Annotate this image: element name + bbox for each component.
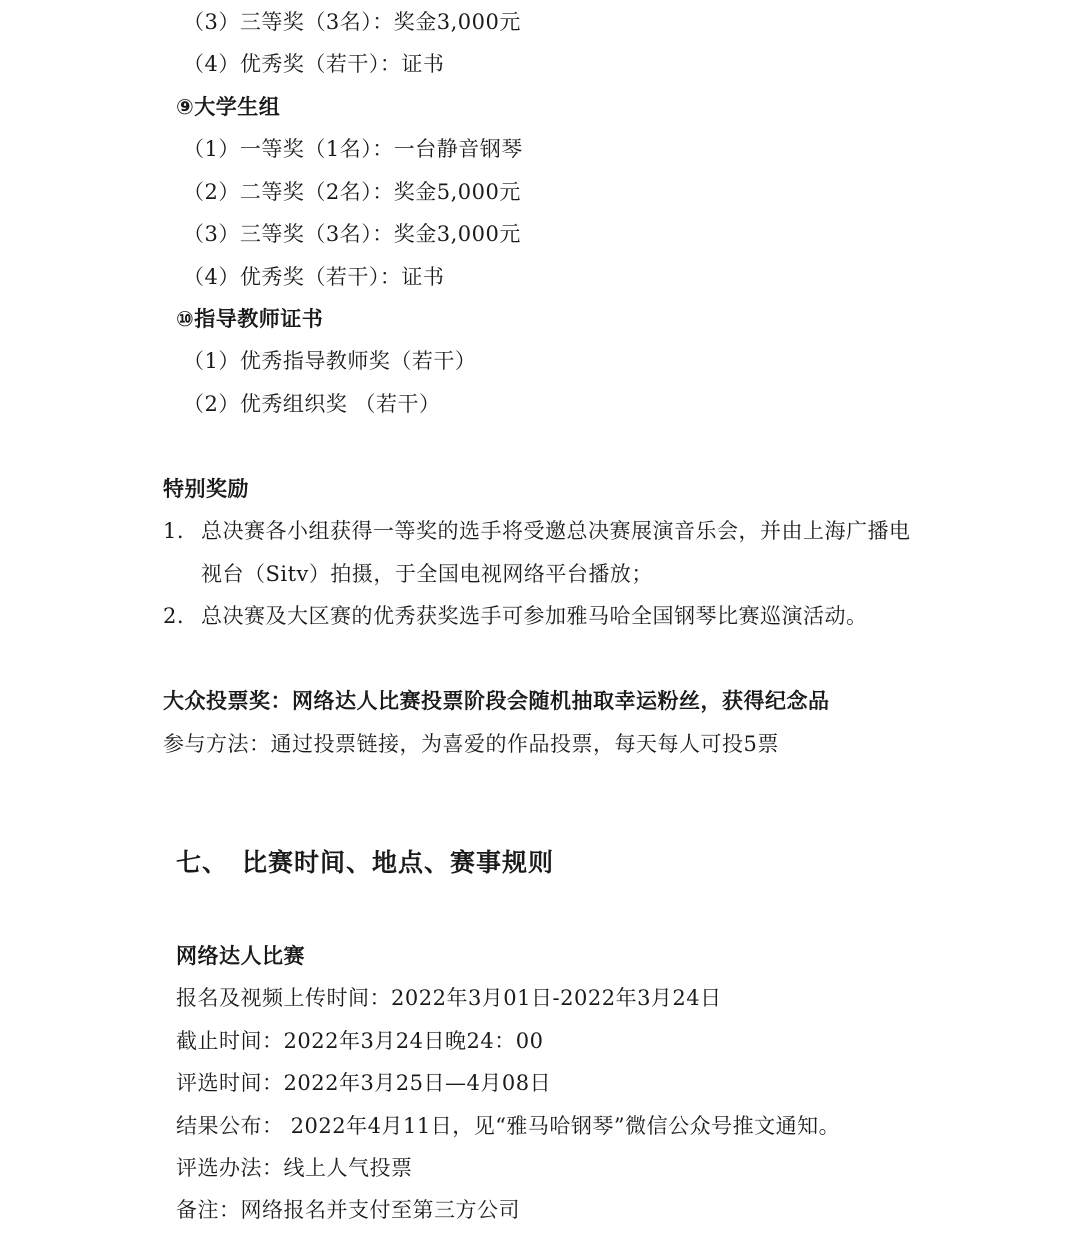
public-vote-title: 大众投票奖：网络达人比赛投票阶段会随机抽取幸运粉丝，获得纪念品: [163, 689, 830, 713]
award-item: （2）优秀组织奖 （若干）: [183, 392, 441, 416]
special-awards-title: 特别奖励: [163, 477, 249, 501]
online-contest-title: 网络达人比赛: [176, 944, 305, 968]
list-text: 总决赛各小组获得一等奖的选手将受邀总决赛展演音乐会，并由上海广播电: [201, 519, 911, 543]
special-award-item: [163, 602, 868, 630]
group-title-university: ⑨大学生组: [176, 95, 281, 119]
schedule-line: 备注：网络报名并支付至第三方公司: [176, 1198, 520, 1222]
special-award-item: [163, 517, 911, 545]
list-number: 1.: [163, 519, 185, 543]
section-number: 七、: [176, 848, 229, 877]
section-title: 比赛时间、地点、赛事规则: [242, 848, 555, 877]
schedule-line: 报名及视频上传时间：2022年3月01日-2022年3月24日: [176, 986, 722, 1010]
schedule-line: 评选办法：线上人气投票: [176, 1156, 413, 1180]
award-item: （3）三等奖（3名）：奖金3,000元: [183, 222, 521, 246]
award-item: （3）三等奖（3名）：奖金3,000元: [183, 10, 521, 34]
section-heading: [176, 846, 554, 880]
group-title-teacher-certificate: ⑩指导教师证书: [176, 307, 324, 331]
special-award-item-continuation: 视台（Sitv）拍摄，于全国电视网络平台播放；: [201, 562, 653, 586]
award-item: （2）二等奖（2名）：奖金5,000元: [183, 180, 521, 204]
award-item: （1）优秀指导教师奖（若干）: [183, 349, 477, 373]
award-item: （4）优秀奖（若干）：证书: [183, 52, 445, 76]
award-item: （1）一等奖（1名）：一台静音钢琴: [183, 137, 523, 161]
schedule-line: 结果公布： 2022年4月11日，见“雅马哈钢琴”微信公众号推文通知。: [176, 1114, 841, 1138]
schedule-line: 截止时间：2022年3月24日晚24：00: [176, 1029, 544, 1053]
list-text: 总决赛及大区赛的优秀获奖选手可参加雅马哈全国钢琴比赛巡演活动。: [201, 604, 868, 628]
public-vote-method: 参与方法：通过投票链接，为喜爱的作品投票，每天每人可投5票: [163, 732, 779, 756]
award-item: （4）优秀奖（若干）：证书: [183, 265, 445, 289]
list-number: 2.: [163, 604, 185, 628]
schedule-line: 评选时间：2022年3月25日—4月08日: [176, 1071, 552, 1095]
